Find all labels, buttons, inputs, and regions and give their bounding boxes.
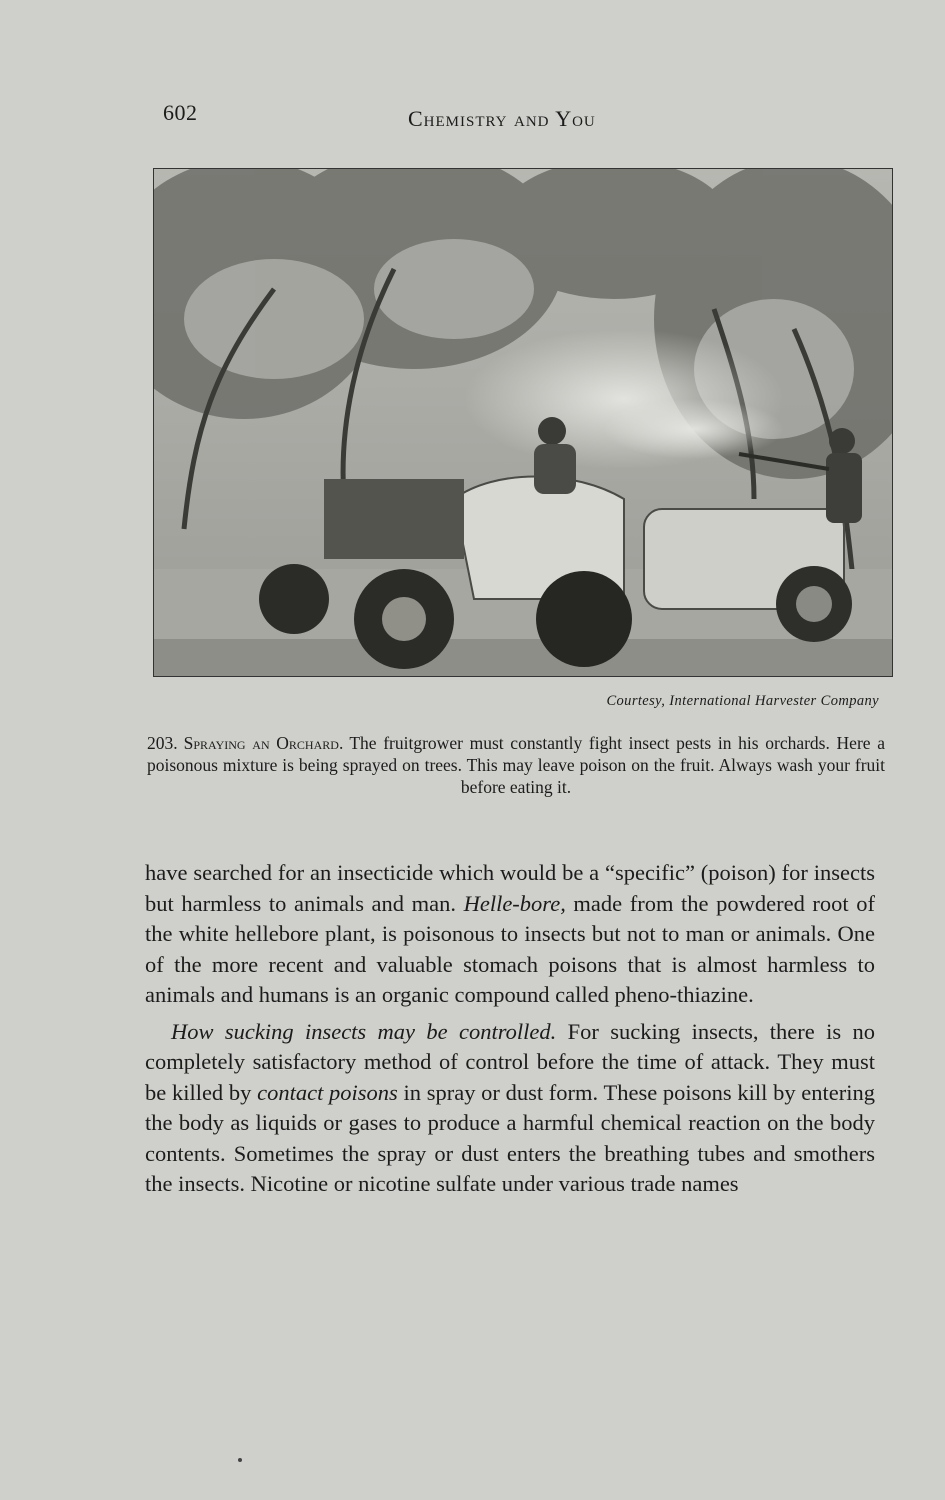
- paragraph-1: [145, 858, 875, 1011]
- term-contact-poisons: contact poisons: [257, 1079, 398, 1105]
- paragraph-1-text-b: made from the powdered root of the white hellebore plant, is poisonous to insects but not to man or animals. One of the more recent and valuable stomach poisons that is almost harmless to animals and humans is an organic compound called pheno-thiazine.: [145, 890, 875, 1007]
- section-heading-sucking-insects: How sucking insects may be controlled.: [171, 1018, 557, 1044]
- paragraph-2-text-b: in spray or dust form. These poisons kill by entering the body as liquids or gases to produce a harmful chemical reaction on the body contents. Sometimes the spray or dust enters the breathing tubes and smothers the insects. Nicotine or nicotine sulfate under various trade names: [145, 1079, 875, 1196]
- term-hellebore: Helle-bore,: [463, 890, 566, 916]
- running-head: Chemistry and You: [408, 106, 596, 131]
- paragraph-2: [145, 1017, 875, 1200]
- paragraph-2-text-a: For sucking insects, there is no completely satisfactory method of control before the time of attack. They must be killed by: [145, 1018, 875, 1105]
- orchard-spraying-photo: [153, 168, 893, 677]
- caption-title: Spraying an Orchard.: [183, 733, 344, 753]
- page-speck: [238, 1458, 242, 1462]
- page-number: 602: [163, 100, 198, 125]
- caption-number: 203.: [147, 733, 178, 753]
- paragraph-1-text-a: have searched for an insecticide which would be a “specific” (poison) for insects but harmless to animals and man.: [145, 860, 875, 916]
- caption-text: The fruitgrower must constantly fight insect pests in his orchards. Here a poisonous mixture is being sprayed on trees. This may leave poison on the fruit. Always wash your fruit before eating it.: [147, 733, 885, 797]
- body-text: [145, 858, 875, 1200]
- photo-credit: Courtesy, International Harvester Company: [606, 693, 879, 709]
- figure-caption: [147, 732, 885, 798]
